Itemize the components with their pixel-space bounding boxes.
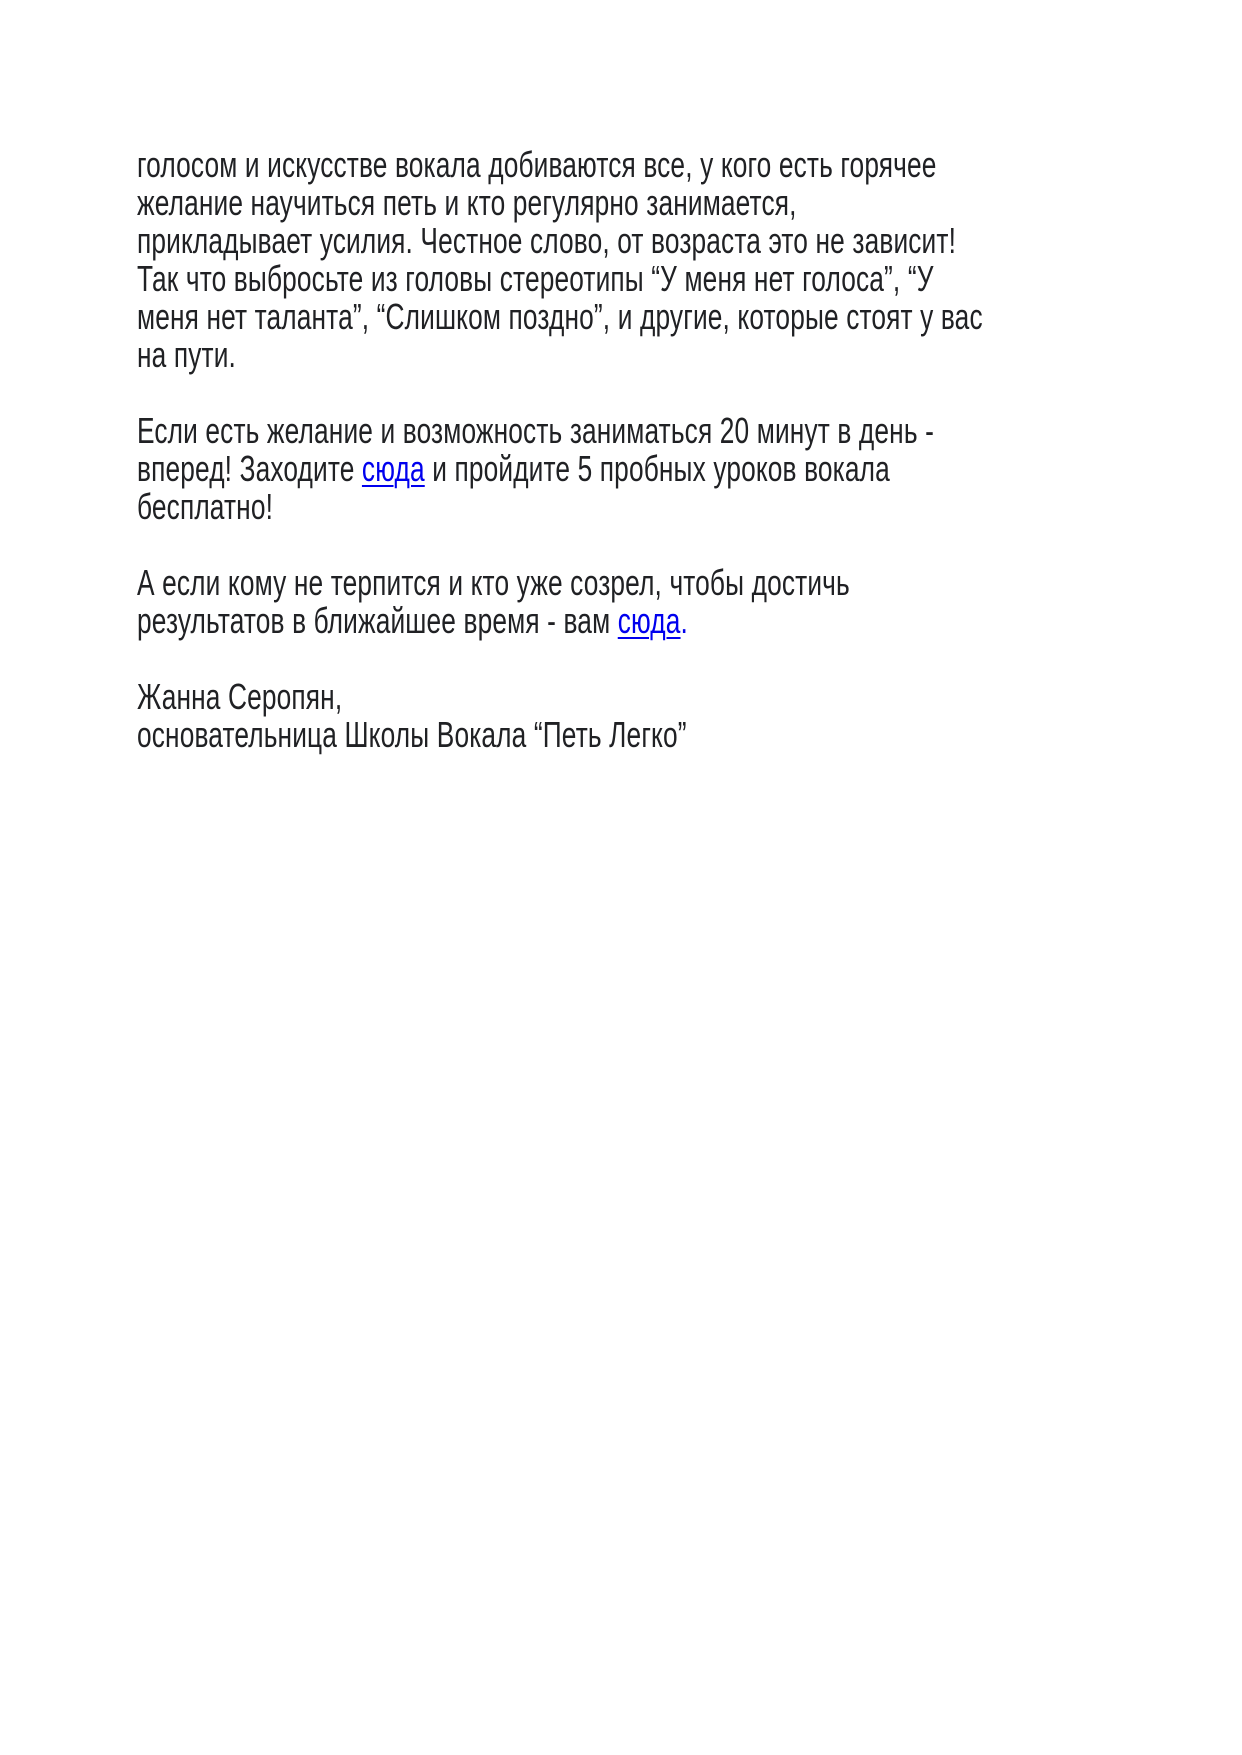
text-run: и пройдите 5 пробных уроков вокала: [424, 448, 890, 489]
text-line: [137, 184, 1232, 222]
text-run: Если есть желание и возможность заниматься 20 минут в день -: [137, 410, 935, 451]
paragraph-offer-free-lessons: [137, 412, 1232, 526]
text-line: [137, 146, 1232, 184]
text-run: Так что выбросьте из головы стереотипы “У меня нет голоса”, “У: [137, 258, 934, 299]
link-syuda[interactable]: сюда: [617, 600, 681, 641]
text-line: [137, 488, 1232, 526]
paragraph-offer-fast-results: [137, 564, 1232, 640]
text-run: Жанна Серопян,: [137, 676, 343, 717]
text-line: [137, 602, 1232, 640]
text-line: [137, 222, 1232, 260]
text-run: вперед! Заходите: [137, 448, 362, 489]
text-run: желание научиться петь и кто регулярно занимается,: [137, 182, 797, 223]
link-syuda[interactable]: сюда: [361, 448, 425, 489]
text-line: [137, 336, 1232, 374]
text-run: меня нет таланта”, “Слишком поздно”, и другие, которые стоят у вас: [137, 296, 983, 337]
email-body-text: [137, 146, 1232, 792]
text-run: голосом и искусстве вокала добиваются все, у кого есть горячее: [137, 144, 937, 185]
text-line: [137, 412, 1232, 450]
text-run: бесплатно!: [137, 486, 274, 527]
text-line: [137, 716, 1232, 754]
text-run: прикладывает усилия. Честное слово, от возраста это не зависит!: [137, 220, 957, 261]
text-run: А если кому не терпится и кто уже созрел, чтобы достичь: [137, 562, 850, 603]
text-line: [137, 450, 1232, 488]
text-line: [137, 564, 1232, 602]
paragraph-intro: [137, 146, 1232, 374]
text-line: [137, 260, 1232, 298]
paragraph-signature: [137, 678, 1232, 754]
text-line: [137, 678, 1232, 716]
text-run: основательница Школы Вокала “Петь Легко”: [137, 714, 687, 755]
text-run: результатов в ближайшее время - вам: [137, 600, 618, 641]
text-line: [137, 298, 1232, 336]
text-run: .: [680, 600, 689, 641]
text-run: на пути.: [137, 334, 236, 375]
